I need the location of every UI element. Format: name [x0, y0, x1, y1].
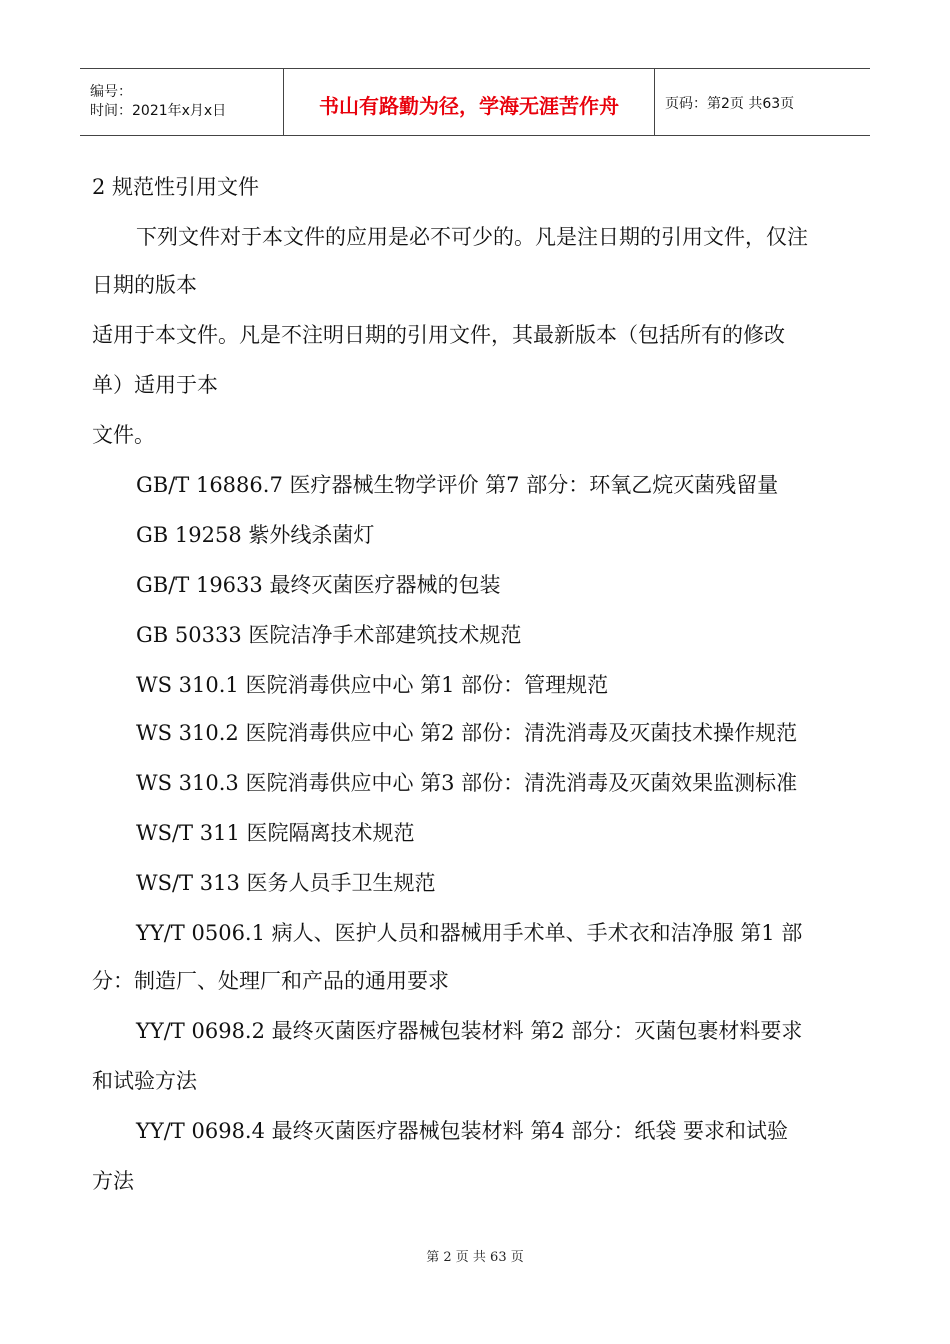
reference-item-first-line: YY/T 0698.4 最终灭菌医疗器械包装材料 第4 部分：纸袋 要求和试验 — [136, 1119, 789, 1143]
header-motto — [283, 69, 655, 135]
reference-item-first-line: YY/T 0506.1 病人、医护人员和器械用手术单、手术衣和洁净服 第1 部 — [136, 921, 803, 945]
date-line: 时间：2021年x月x日 — [90, 103, 227, 119]
reference-item-first-line: YY/T 0698.2 最终灭菌医疗器械包装材料 第2 部分：灭菌包裹材料要求 — [136, 1019, 803, 1043]
reference-item: GB/T 19633 最终灭菌医疗器械的包装 — [136, 573, 501, 597]
reference-item: GB/T 16886.7 医疗器械生物学评价 第7 部分：环氧乙烷灭菌残留量 — [136, 473, 779, 497]
reference-item: GB 19258 紫外线杀菌灯 — [136, 523, 375, 547]
reference-item: WS 310.2 医院消毒供应中心 第2 部份：清洗消毒及灭菌技术操作规范 — [136, 721, 798, 745]
reference-item: WS/T 311 医院隔离技术规范 — [136, 821, 415, 845]
reference-item: WS 310.1 医院消毒供应中心 第1 部份：管理规范 — [136, 673, 609, 697]
intro-line-3: 适用于本文件。凡是不注明日期的引用文件，其最新版本（包括所有的修改 — [92, 323, 785, 347]
reference-item-continuation: 和试验方法 — [92, 1069, 197, 1093]
reference-item: GB 50333 医院洁净手术部建筑技术规范 — [136, 623, 522, 647]
reference-item-continuation: 分：制造厂、处理厂和产品的通用要求 — [92, 969, 449, 993]
motto-text: 书山有路勤为径，学海无涯苦作舟 — [319, 93, 619, 118]
intro-line-1: 下列文件对于本文件的应用是必不可少的。凡是注日期的引用文件，仅注 — [136, 225, 808, 249]
reference-item: WS 310.3 医院消毒供应中心 第3 部份：清洗消毒及灭菌效果监测标准 — [136, 771, 798, 795]
reference-item-continuation: 方法 — [92, 1169, 134, 1193]
reference-item: WS/T 313 医务人员手卫生规范 — [136, 871, 436, 895]
header-meta — [80, 69, 283, 135]
page-footer: 第 2 页 共 63 页 — [426, 1250, 524, 1265]
header-page-info — [655, 69, 870, 135]
intro-line-5: 文件。 — [92, 423, 155, 447]
serial-number-label: 编号： — [90, 84, 132, 100]
page-info-text: 页码：第2页 共63页 — [665, 96, 795, 112]
section-heading: 2 规范性引用文件 — [92, 175, 260, 199]
document-header — [80, 68, 870, 136]
intro-line-4: 单）适用于本 — [92, 373, 218, 397]
intro-line-2: 日期的版本 — [92, 273, 197, 297]
